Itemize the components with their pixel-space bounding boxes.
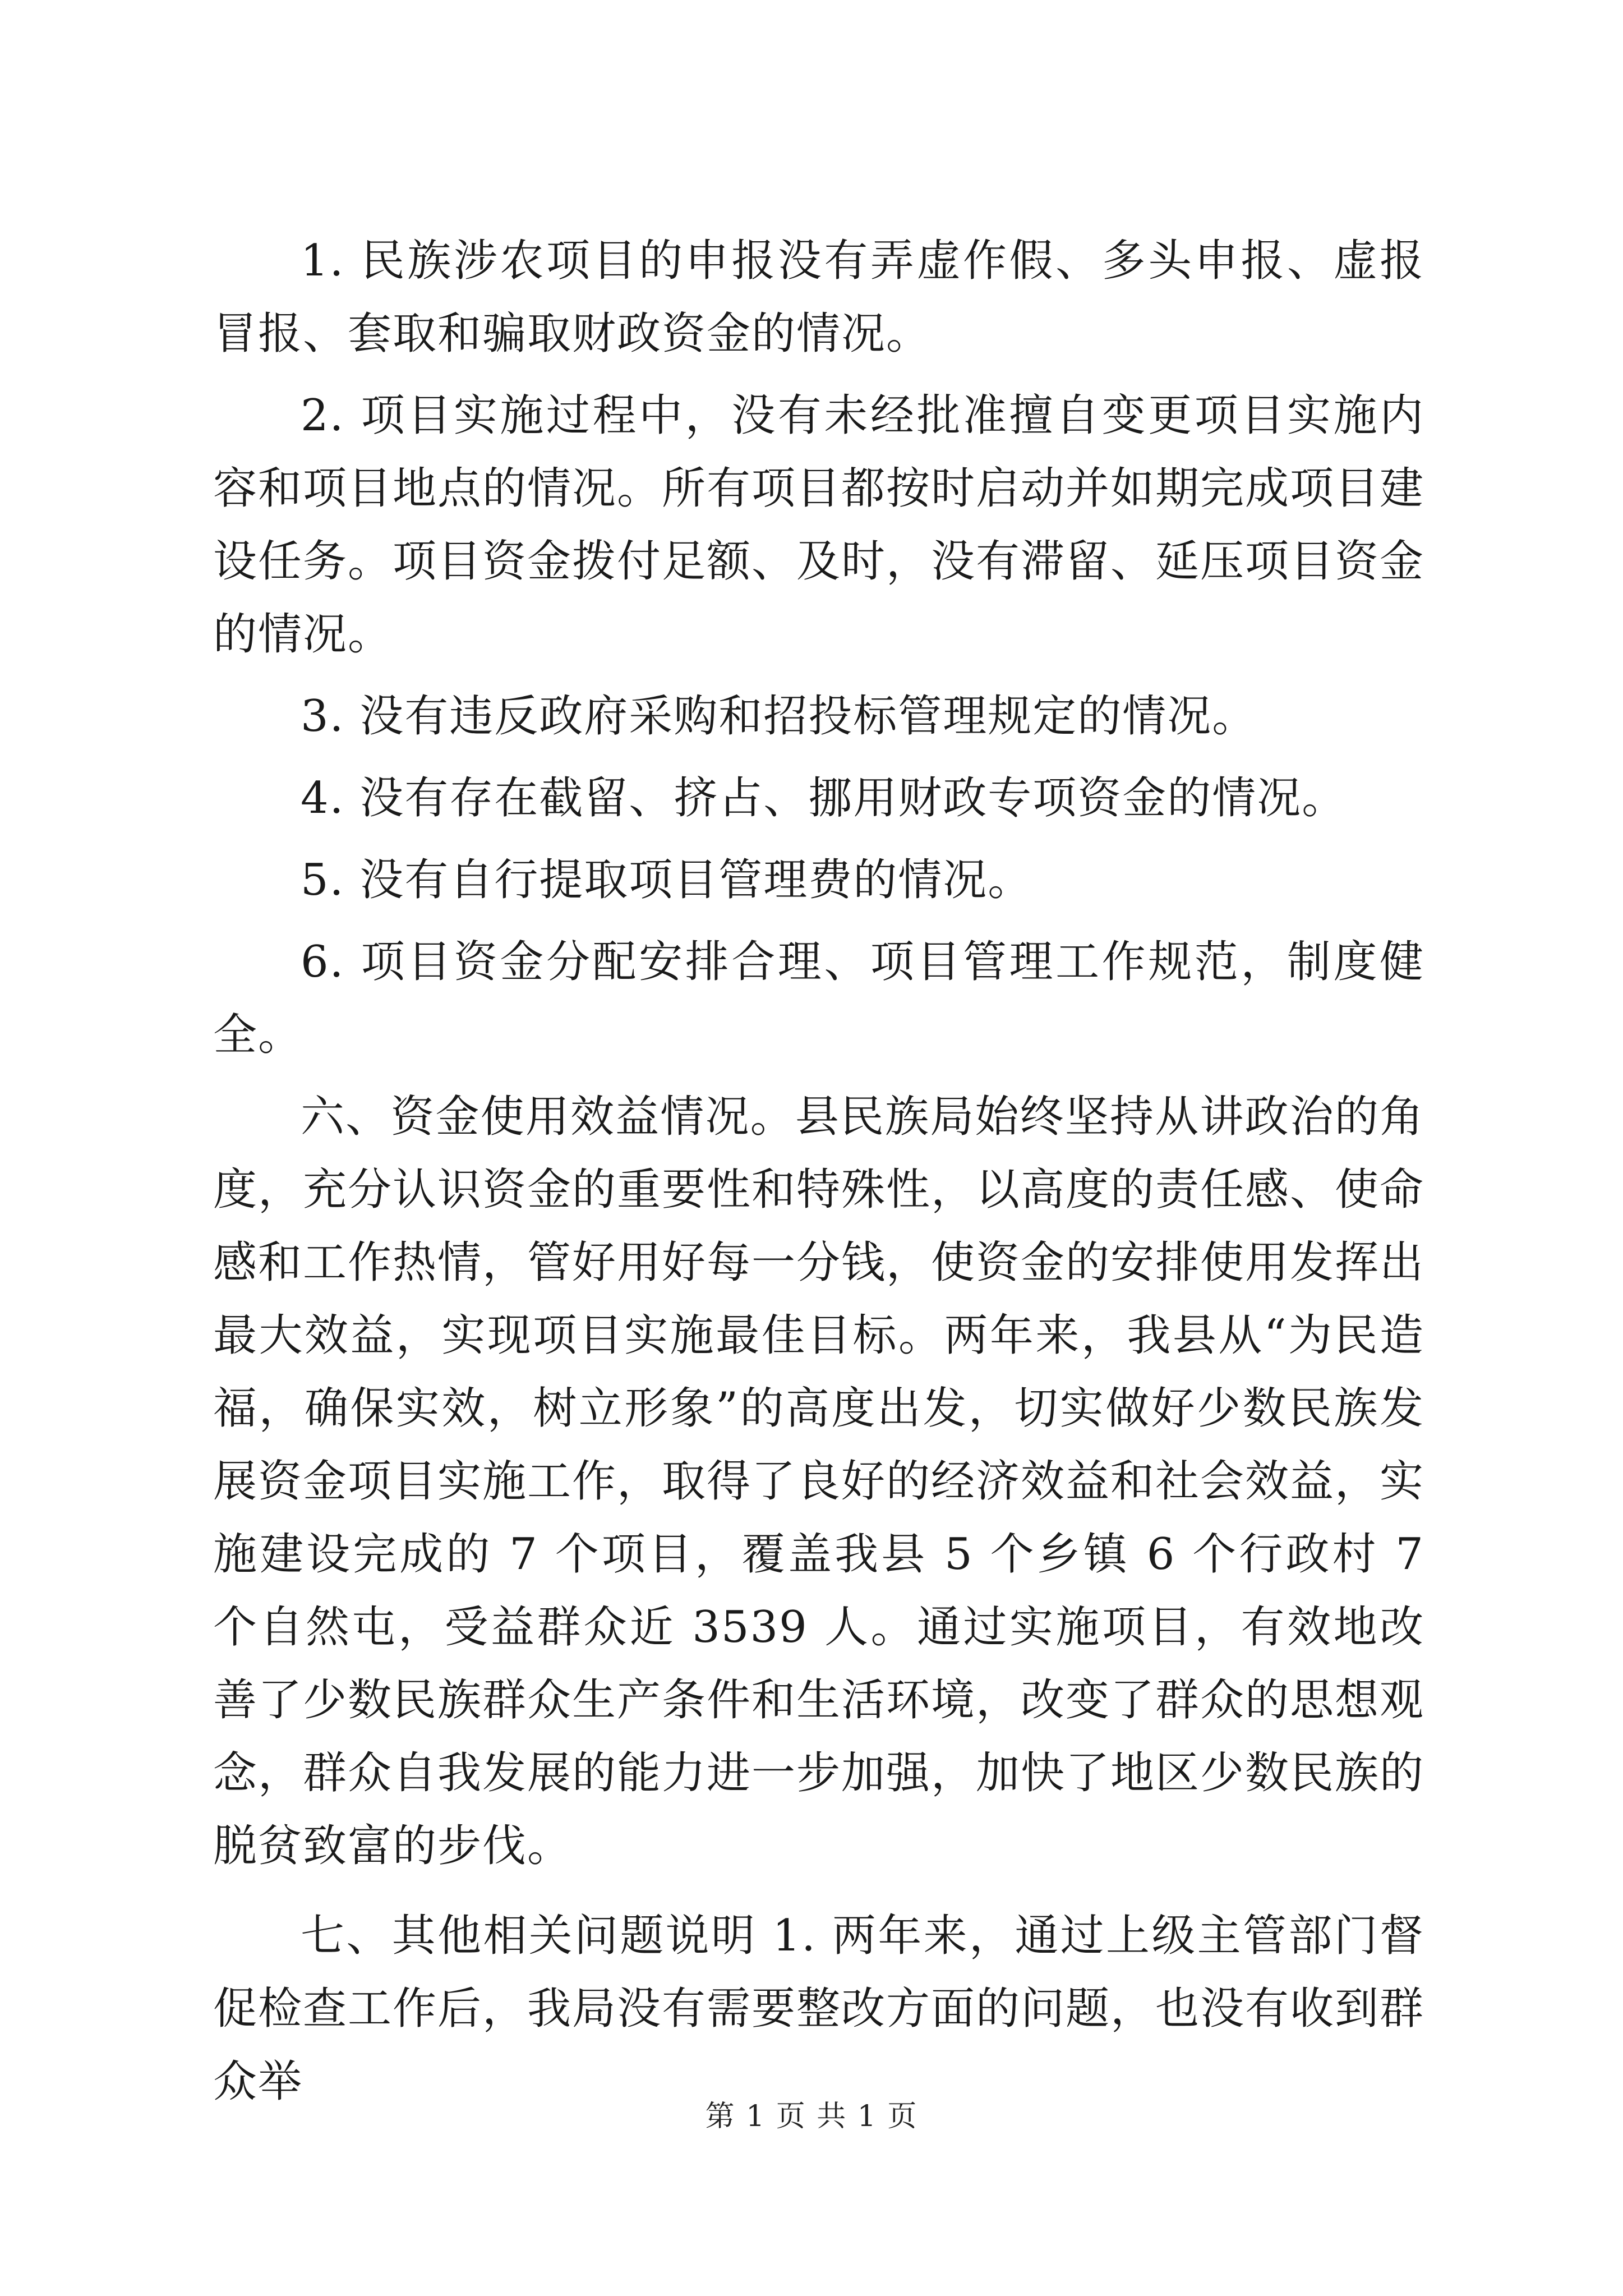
- paragraph-item-6: 6. 项目资金分配安排合理、项目管理工作规范，制度健全。: [213, 937, 1424, 1060]
- document-body: [213, 224, 1424, 2127]
- page-footer: 第 1 页 共 1 页: [705, 2100, 918, 2133]
- paragraph-item-2: 2. 项目实施过程中，没有未经批准擅自变更项目实施内容和项目地点的情况。所有项目都按时启动并如期完成项目建设任务。项目资金拨付足额、及时，没有滞留、延压项目资金的情况。: [213, 390, 1425, 660]
- paragraph-item-3: 3. 没有违反政府采购和招投标管理规定的情况。: [301, 691, 1257, 742]
- paragraph-item-1: 1. 民族涉农项目的申报没有弄虚作假、多头申报、虚报冒报、套取和骗取财政资金的情况。: [213, 236, 1424, 359]
- paragraph-section-7: 七、其他相关问题说明 1. 两年来，通过上级主管部门督促检查工作后，我局没有需要整改方面的问题，也没有收到群众举: [213, 1911, 1425, 2107]
- paragraph-item-5: 5. 没有自行提取项目管理费的情况。: [301, 855, 1033, 905]
- paragraph-item-4: 4. 没有存在截留、挤占、挪用财政专项资金的情况。: [301, 773, 1347, 823]
- paragraph-section-6: 六、资金使用效益情况。县民族局始终坚持从讲政治的角度，充分认识资金的重要性和特殊性，以高度的责任感、使命感和工作热情，管好用好每一分钱，使资金的安排使用发挥出最大效益，实现项目实施最佳目标。两年来，我县从“为民造福，确保实效，树立形象”的高度出发，切实做好少数民族发展资金项目实施工作，取得了良好的经济效益和社会效益，实施建设完成的 7 个项目，覆盖我县 5 个乡镇 6 个行政村 7 个自然屯，受益群众近 3539 人。通过实施项目，有效地改善了少数民族群众生产条件和生活环境，改变了群众的思想观念，群众自我发展的能力进一步加强，加快了地区少数民族的脱贫致富的步伐。: [213, 1092, 1425, 1871]
